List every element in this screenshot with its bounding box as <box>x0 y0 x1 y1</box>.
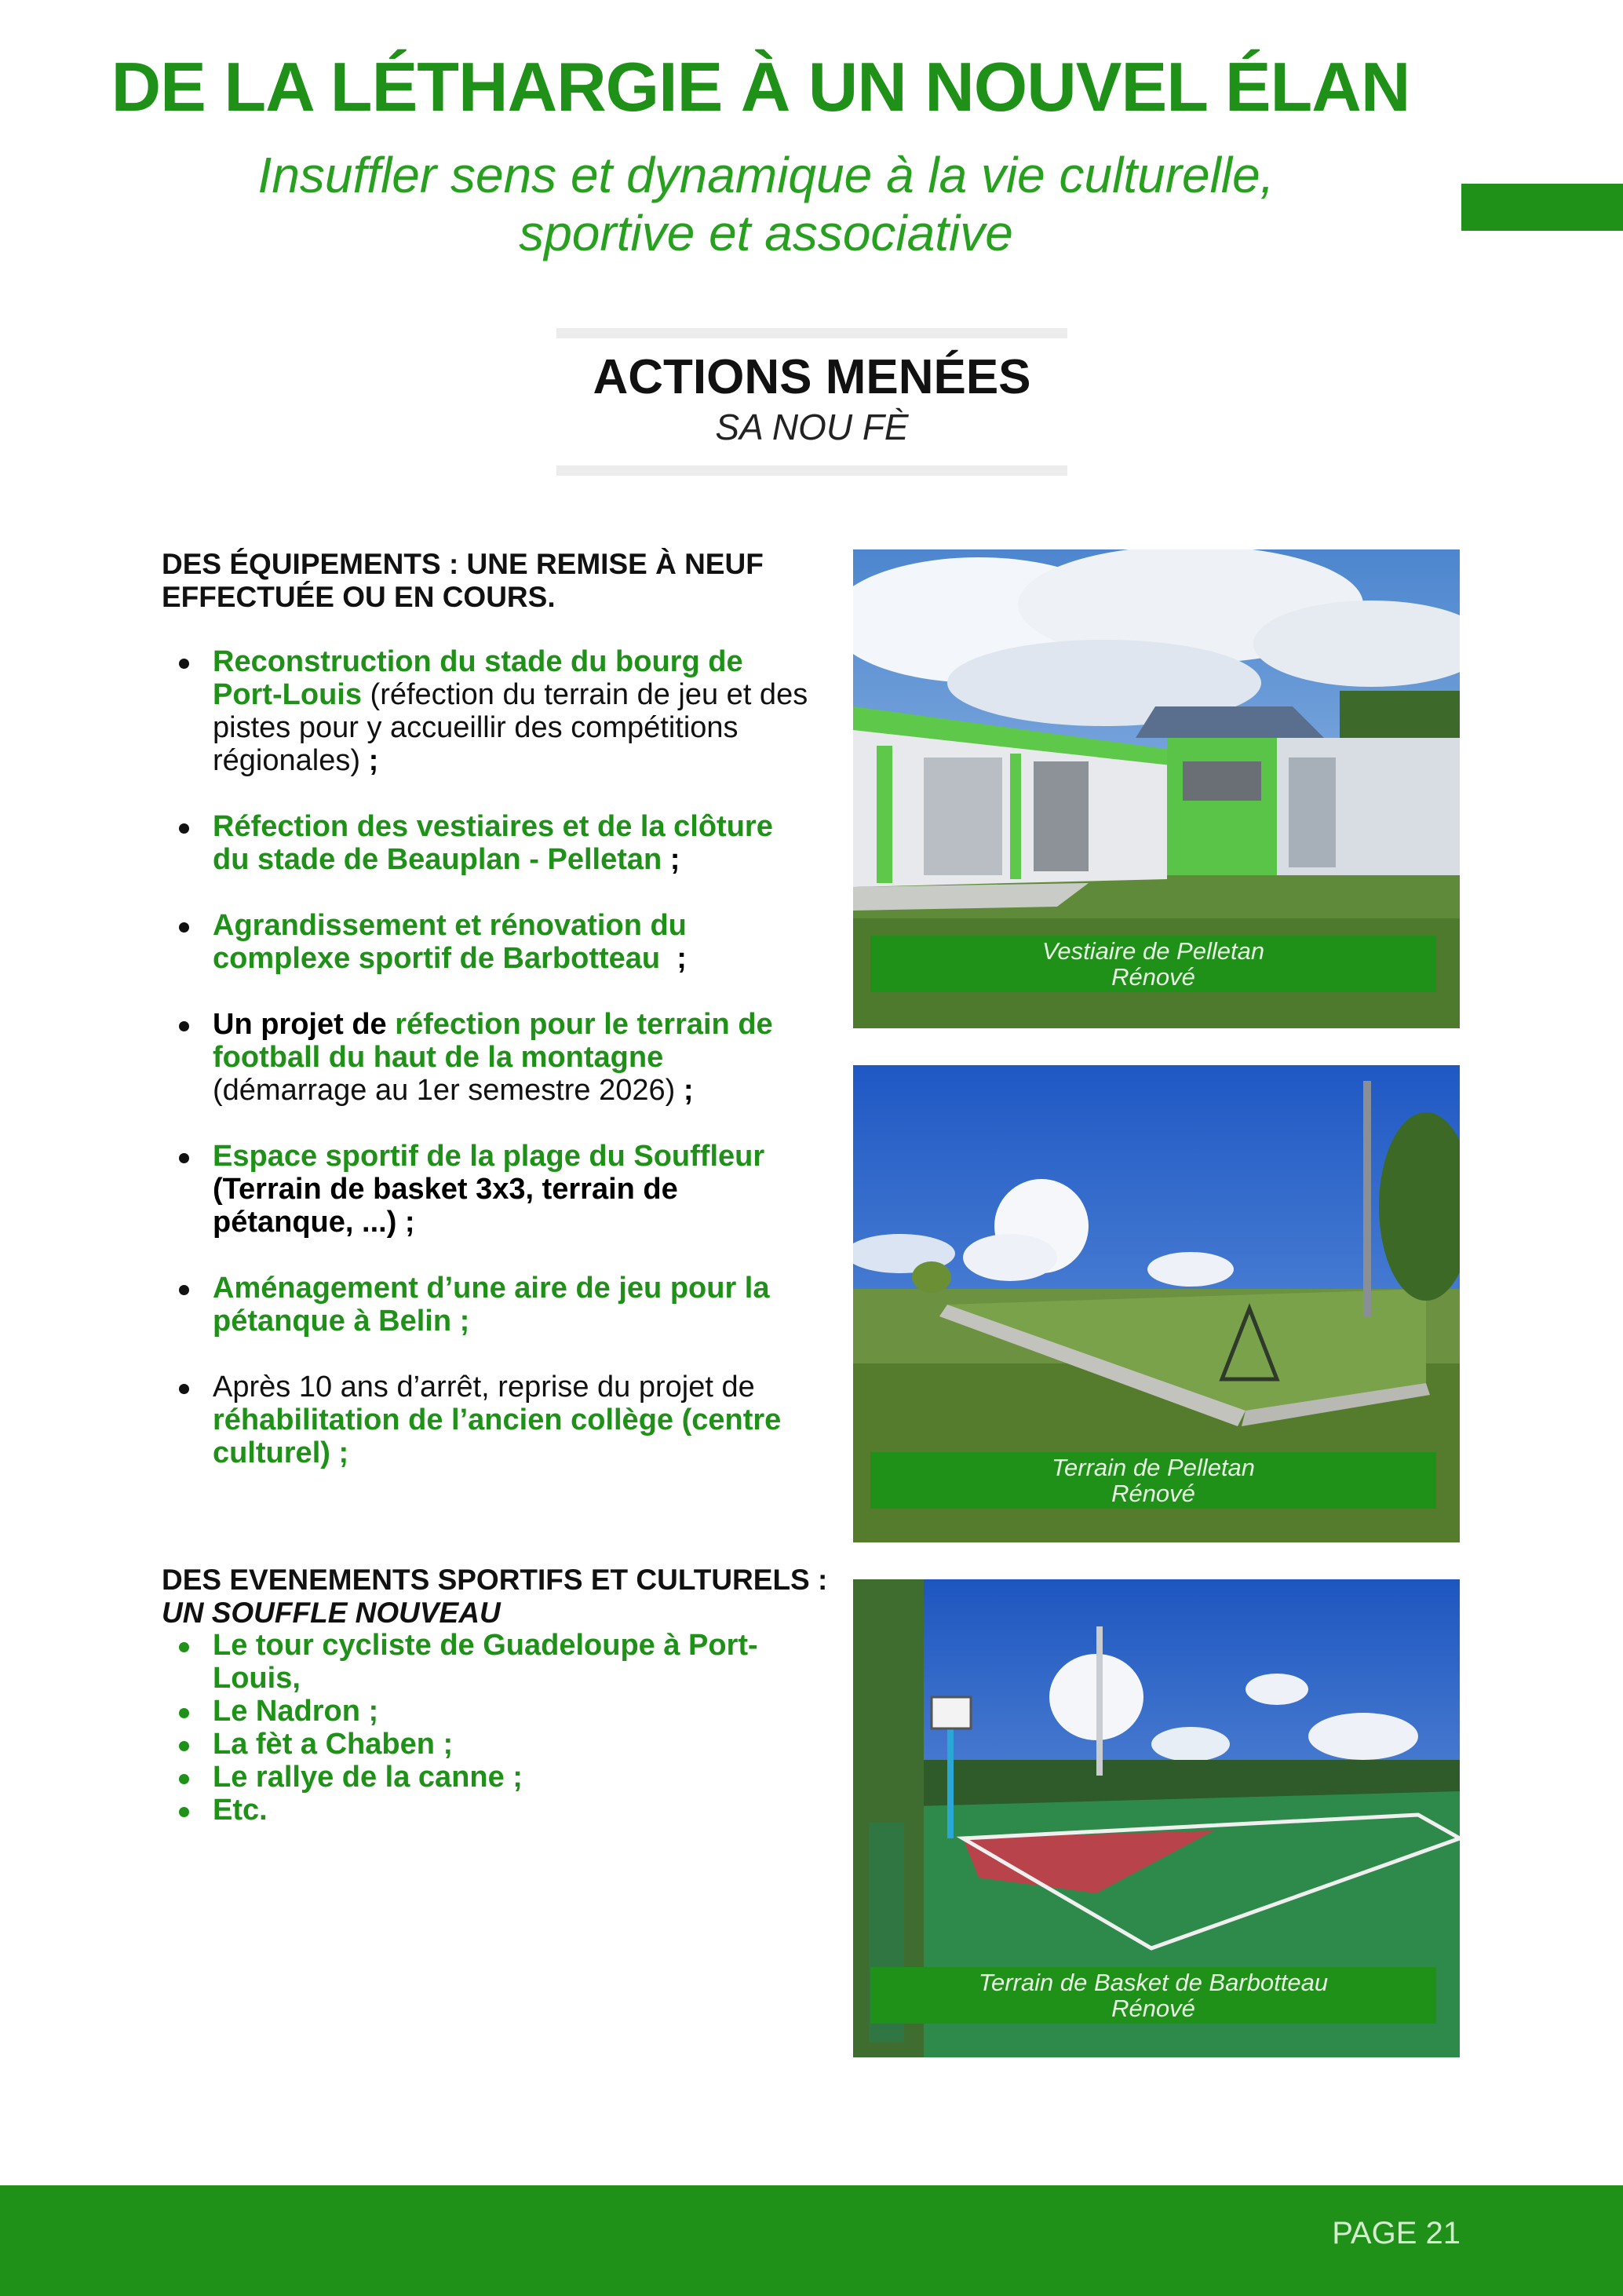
item-end: ; <box>368 744 379 777</box>
page-subtitle <box>0 146 1532 262</box>
item-highlight: Réfection des vestiaires et de la clôture du stade de Beauplan - Pelletan <box>213 810 773 876</box>
item-highlight: Aménagement d’une aire de jeu pour la pétanque à Belin ; <box>213 1272 770 1338</box>
page-number: PAGE 21 <box>1332 2216 1461 2250</box>
list-item: Etc. <box>162 1794 813 1827</box>
photo-vestiaire <box>853 549 1460 1028</box>
photo-basket-barbotteau <box>853 1579 1460 2057</box>
section-subtitle: SA NOU FÈ <box>715 407 909 447</box>
photo-terrain-pelletan <box>853 1065 1460 1542</box>
item-highlight: Agrandissement et rénovation du complexe sportif de Barbotteau <box>213 909 687 975</box>
list-item: Le rallye de la canne ; <box>162 1761 813 1794</box>
caption-line-1: Vestiaire de Pelletan <box>1041 937 1265 965</box>
item-text: (démarrage au 1er semestre 2026) <box>213 1074 684 1107</box>
events-heading-line-1: DES EVENEMENTS SPORTIFS ET CULTURELS : <box>162 1564 828 1596</box>
item-text: (Terrain de basket 3x3, terrain de pétanque, ...) ; <box>213 1173 678 1239</box>
item-end: ; <box>683 1074 694 1107</box>
item-highlight: Espace sportif de la plage du Souffleur <box>213 1140 765 1173</box>
list-item <box>162 810 813 876</box>
caption-line-2: Rénové <box>1111 1480 1195 1507</box>
item-end: ; <box>660 942 687 975</box>
caption-line-2: Rénové <box>1111 963 1195 991</box>
section-rule-bottom <box>556 465 1067 476</box>
item-end: ; <box>662 843 680 876</box>
subtitle-line-2: sportive et associative <box>519 205 1013 261</box>
photo-caption <box>870 1452 1436 1509</box>
caption-line-2: Rénové <box>1111 1995 1195 2022</box>
photo-caption <box>870 1967 1436 2024</box>
list-item <box>162 1272 813 1338</box>
list-item <box>162 645 813 777</box>
equipment-heading: DES ÉQUIPEMENTS : UNE REMISE À NEUF EFFECTUÉE OU EN COURS. <box>162 548 764 613</box>
caption-line-1: Terrain de Basket de Barbotteau <box>978 1969 1329 1996</box>
section-title: ACTIONS MENÉES <box>593 350 1031 404</box>
events-list <box>162 1629 813 1827</box>
list-item: Le tour cycliste de Guadeloupe à Port-Louis, <box>162 1629 813 1695</box>
section-rule-top <box>556 328 1067 338</box>
list-item: La fèt a Chaben ; <box>162 1728 813 1761</box>
events-heading-line-2: UN SOUFFLE NOUVEAU <box>162 1597 501 1629</box>
page-title: DE LA LÉTHARGIE À UN NOUVEL ÉLAN <box>111 48 1410 126</box>
list-item <box>162 1008 813 1107</box>
item-highlight: réhabilitation de l’ancien collège (centre culturel) ; <box>213 1404 782 1469</box>
item-text: Après 10 ans d’arrêt, reprise du projet de <box>213 1371 755 1404</box>
caption-line-1: Terrain de Pelletan <box>1051 1454 1256 1481</box>
decorative-side-bar <box>1461 184 1623 231</box>
photo-caption <box>870 936 1436 992</box>
equipment-list <box>162 645 813 1502</box>
item-highlight: réfection pour le terrain de football du haut de la montagne <box>213 1008 773 1074</box>
item-text: (réfection du terrain de jeu et des pistes pour y accueillir des compétitions régionales) <box>213 678 808 777</box>
item-lead: Un projet de <box>213 1008 396 1041</box>
list-item: Le Nadron ; <box>162 1695 813 1728</box>
events-heading <box>162 1564 837 1630</box>
subtitle-line-1: Insuffler sens et dynamique à la vie culturelle, <box>257 147 1275 203</box>
list-item <box>162 909 813 975</box>
list-item <box>162 1371 813 1469</box>
item-highlight: Reconstruction du stade du bourg de Port-Louis <box>213 645 743 711</box>
list-item <box>162 1140 813 1239</box>
